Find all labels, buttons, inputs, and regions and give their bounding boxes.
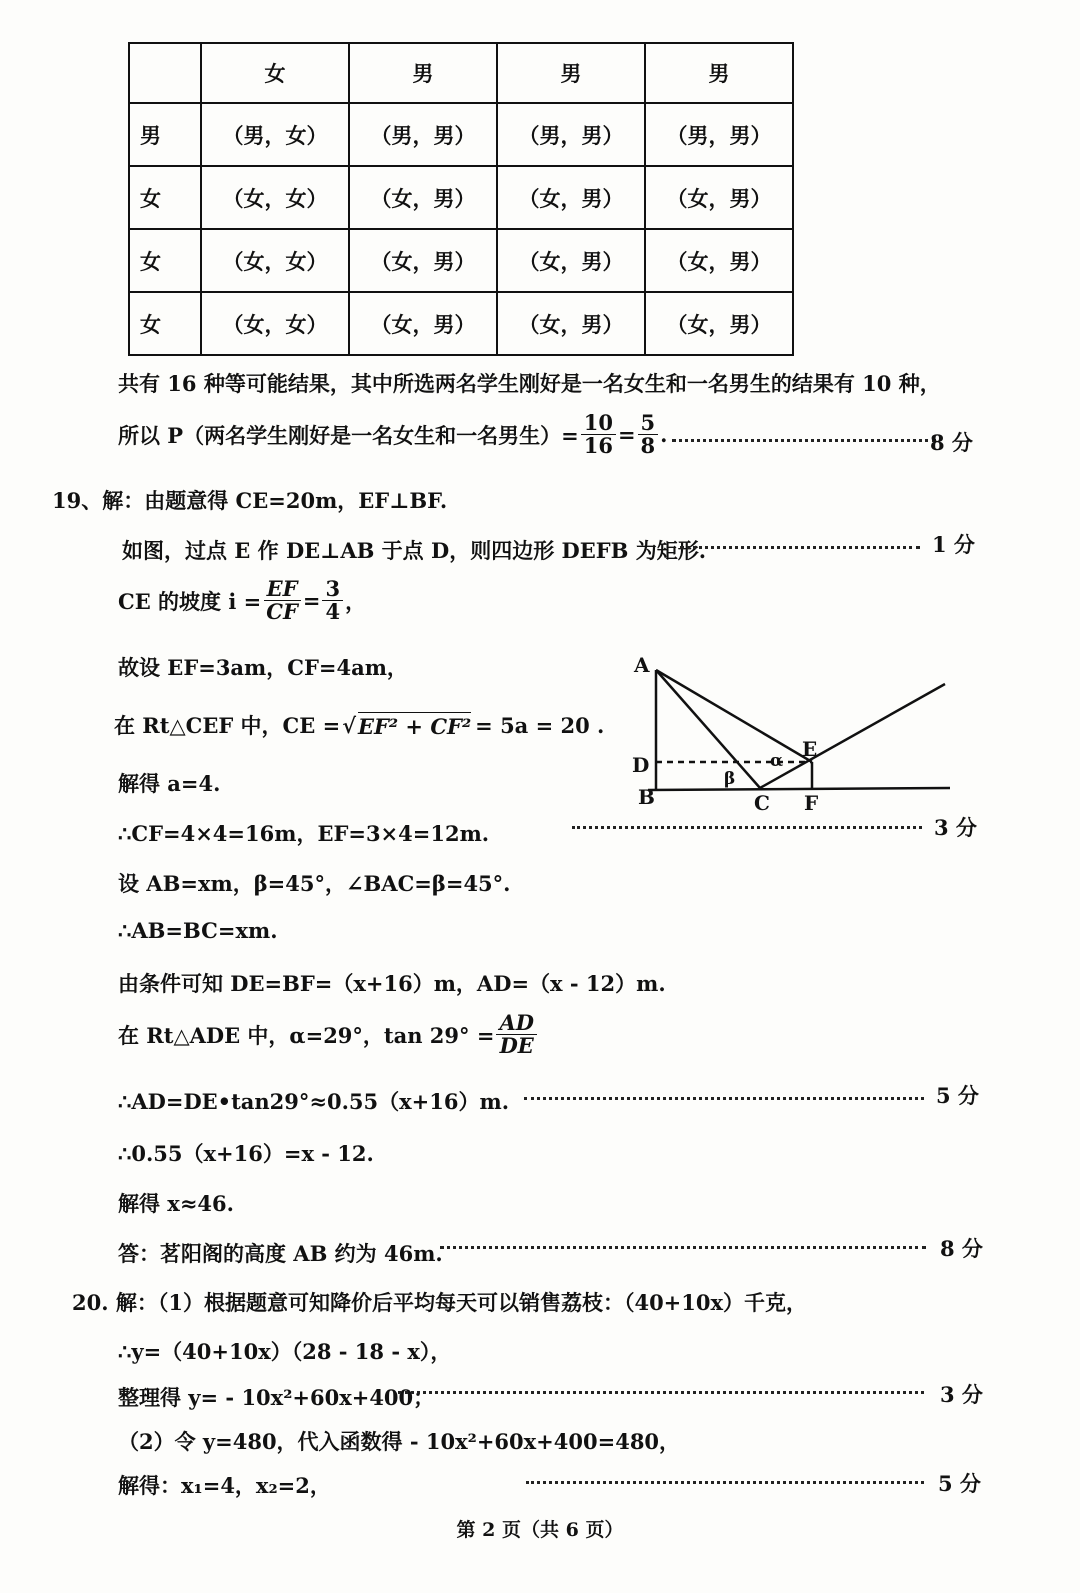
q19-line11	[118, 1012, 539, 1057]
table-header-row	[129, 43, 793, 103]
line-ac	[656, 670, 760, 788]
table-header-cell	[129, 43, 201, 103]
q19-line9: ∴AB=BC=xm.	[118, 918, 278, 943]
table-cell: （女，男）	[349, 166, 497, 229]
table-row	[129, 103, 793, 166]
q20-line3: 整理得 y= - 10x²+60x+400；	[118, 1385, 435, 1410]
q19-answer: 答：茗阳阁的高度 AB 约为 46m.	[118, 1241, 443, 1266]
table-row	[129, 166, 793, 229]
frac-numerator: 3	[322, 578, 343, 601]
q20-line2: ∴y=（40+10x）（28 - 18 - x），	[118, 1339, 452, 1364]
q19-line13: ∴0.55（x+16）=x - 12.	[118, 1141, 374, 1166]
frac-numerator: 5	[638, 412, 659, 435]
dotted-leader	[572, 826, 922, 829]
table-header-cell: 男	[497, 43, 645, 103]
table-cell: （女，女）	[201, 229, 349, 292]
q19-line12: ∴AD=DE•tan29°≈0.55（x+16）m.	[118, 1089, 510, 1114]
score-label: 3 分	[940, 1382, 983, 1407]
q18-fraction-1	[581, 412, 616, 457]
geometry-figure	[620, 648, 960, 818]
score-label: 8 分	[930, 430, 973, 455]
table-cell: （女，男）	[497, 229, 645, 292]
score-label: 8 分	[940, 1236, 983, 1261]
q19-line1: 19、解：由题意得 CE=20m，EF⊥BF.	[52, 488, 448, 513]
q18-line1: 共有 16 种等可能结果，其中所选两名学生刚好是一名女生和一名男生的结果有 10 种，	[118, 371, 941, 396]
q18-prob-text: 所以 P（两名学生刚好是一名女生和一名男生）=	[118, 422, 579, 448]
table-cell: （男，男）	[349, 103, 497, 166]
sqrt-content: EF² + CF²	[358, 713, 472, 739]
frac-numerator: EF	[264, 578, 301, 601]
label-f: F	[804, 791, 819, 815]
score-label: 3 分	[934, 815, 977, 840]
slope-value-fraction	[322, 578, 343, 623]
table-cell: 女	[129, 292, 201, 355]
dotted-leader	[526, 1481, 924, 1484]
table-cell: （男，女）	[201, 103, 349, 166]
dotted-leader	[524, 1097, 924, 1100]
page-footer: 第 2 页（共 6 页）	[456, 1519, 624, 1541]
q20-line5: 解得：x₁=4，x₂=2，	[118, 1473, 331, 1498]
label-b: B	[638, 785, 655, 809]
table-cell: （女，男）	[349, 292, 497, 355]
dotted-leader	[672, 439, 936, 442]
q19-line8: 设 AB=xm，β=45°，∠BAC=β=45°.	[118, 871, 511, 896]
q20-line1: 20. 解：（1）根据题意可知降价后平均每天可以销售荔枝：（40+10x）千克，	[72, 1290, 808, 1315]
table-cell: 女	[129, 229, 201, 292]
dotted-leader	[440, 1246, 926, 1249]
ground-line	[648, 788, 950, 790]
table-cell: 男	[129, 103, 201, 166]
q19-line6: 解得 a=4.	[118, 771, 221, 796]
frac-denominator: CF	[266, 599, 298, 625]
q19-line2: 如图，过点 E 作 DE⊥AB 于点 D，则四边形 DEFB 为矩形.	[122, 538, 706, 563]
frac-numerator: AD	[496, 1012, 537, 1035]
q18-line2	[118, 412, 667, 457]
tan-text: 在 Rt△ADE 中，α=29°，tan 29° =	[118, 1022, 495, 1048]
dotted-leader	[680, 546, 920, 549]
table-cell: （男，男）	[497, 103, 645, 166]
tan-fraction	[496, 1012, 537, 1057]
q19-slope-line	[118, 578, 366, 623]
frac-denominator: DE	[499, 1033, 534, 1059]
q19-line7: ∴CF=4×4=16m，EF=3×4=12m.	[118, 821, 490, 846]
equals-sign: =	[617, 422, 636, 448]
table-row	[129, 229, 793, 292]
frac-denominator: 4	[325, 599, 341, 625]
score-label: 5 分	[936, 1083, 979, 1108]
label-alpha: α	[770, 751, 784, 771]
label-a: A	[634, 653, 650, 677]
table-cell: 女	[129, 166, 201, 229]
label-c: C	[754, 791, 770, 815]
table-row	[129, 292, 793, 355]
table-cell: （女，男）	[645, 166, 793, 229]
table-cell: （女，男）	[645, 292, 793, 355]
equals-sign: =	[302, 588, 321, 614]
table-header-cell: 男	[349, 43, 497, 103]
frac-numerator: 10	[581, 412, 616, 435]
slope-line	[760, 684, 945, 788]
slope-fraction	[263, 578, 301, 623]
outcome-table	[128, 42, 794, 356]
q19-line5	[114, 710, 604, 740]
table-cell: （女，男）	[497, 292, 645, 355]
rt-cef-result: = 5a = 20 .	[475, 712, 605, 738]
table-cell: （女，男）	[645, 229, 793, 292]
table-cell: （女，男）	[349, 229, 497, 292]
frac-denominator: 8	[640, 433, 656, 459]
score-label: 1 分	[932, 532, 975, 557]
slope-text: CE 的坡度 i =	[118, 588, 262, 614]
q19-line4: 故设 EF=3am，CF=4am，	[118, 655, 408, 680]
label-beta: β	[724, 769, 736, 789]
rt-cef-text: 在 Rt△CEF 中，CE =	[114, 713, 341, 738]
line-ae	[656, 670, 812, 762]
dotted-leader	[398, 1391, 924, 1394]
q19-line14: 解得 x≈46.	[118, 1191, 234, 1216]
table-cell: （女，女）	[201, 292, 349, 355]
label-e: E	[802, 737, 818, 761]
table-cell: （女，男）	[497, 166, 645, 229]
label-d: D	[632, 753, 650, 777]
table-header-cell: 男	[645, 43, 793, 103]
table-cell: （女，女）	[201, 166, 349, 229]
q18-fraction-2	[638, 412, 659, 457]
comma: ，	[345, 588, 367, 614]
sqrt-sign: √	[342, 712, 356, 738]
q19-line10: 由条件可知 DE=BF=（x+16）m，AD=（x - 12）m.	[118, 971, 666, 996]
q20-line4: （2）令 y=480，代入函数得 - 10x²+60x+400=480，	[118, 1429, 681, 1454]
score-label: 5 分	[938, 1471, 981, 1496]
table-cell: （男，男）	[645, 103, 793, 166]
table-header-cell: 女	[201, 43, 349, 103]
frac-denominator: 16	[583, 433, 613, 459]
period: .	[660, 422, 668, 448]
